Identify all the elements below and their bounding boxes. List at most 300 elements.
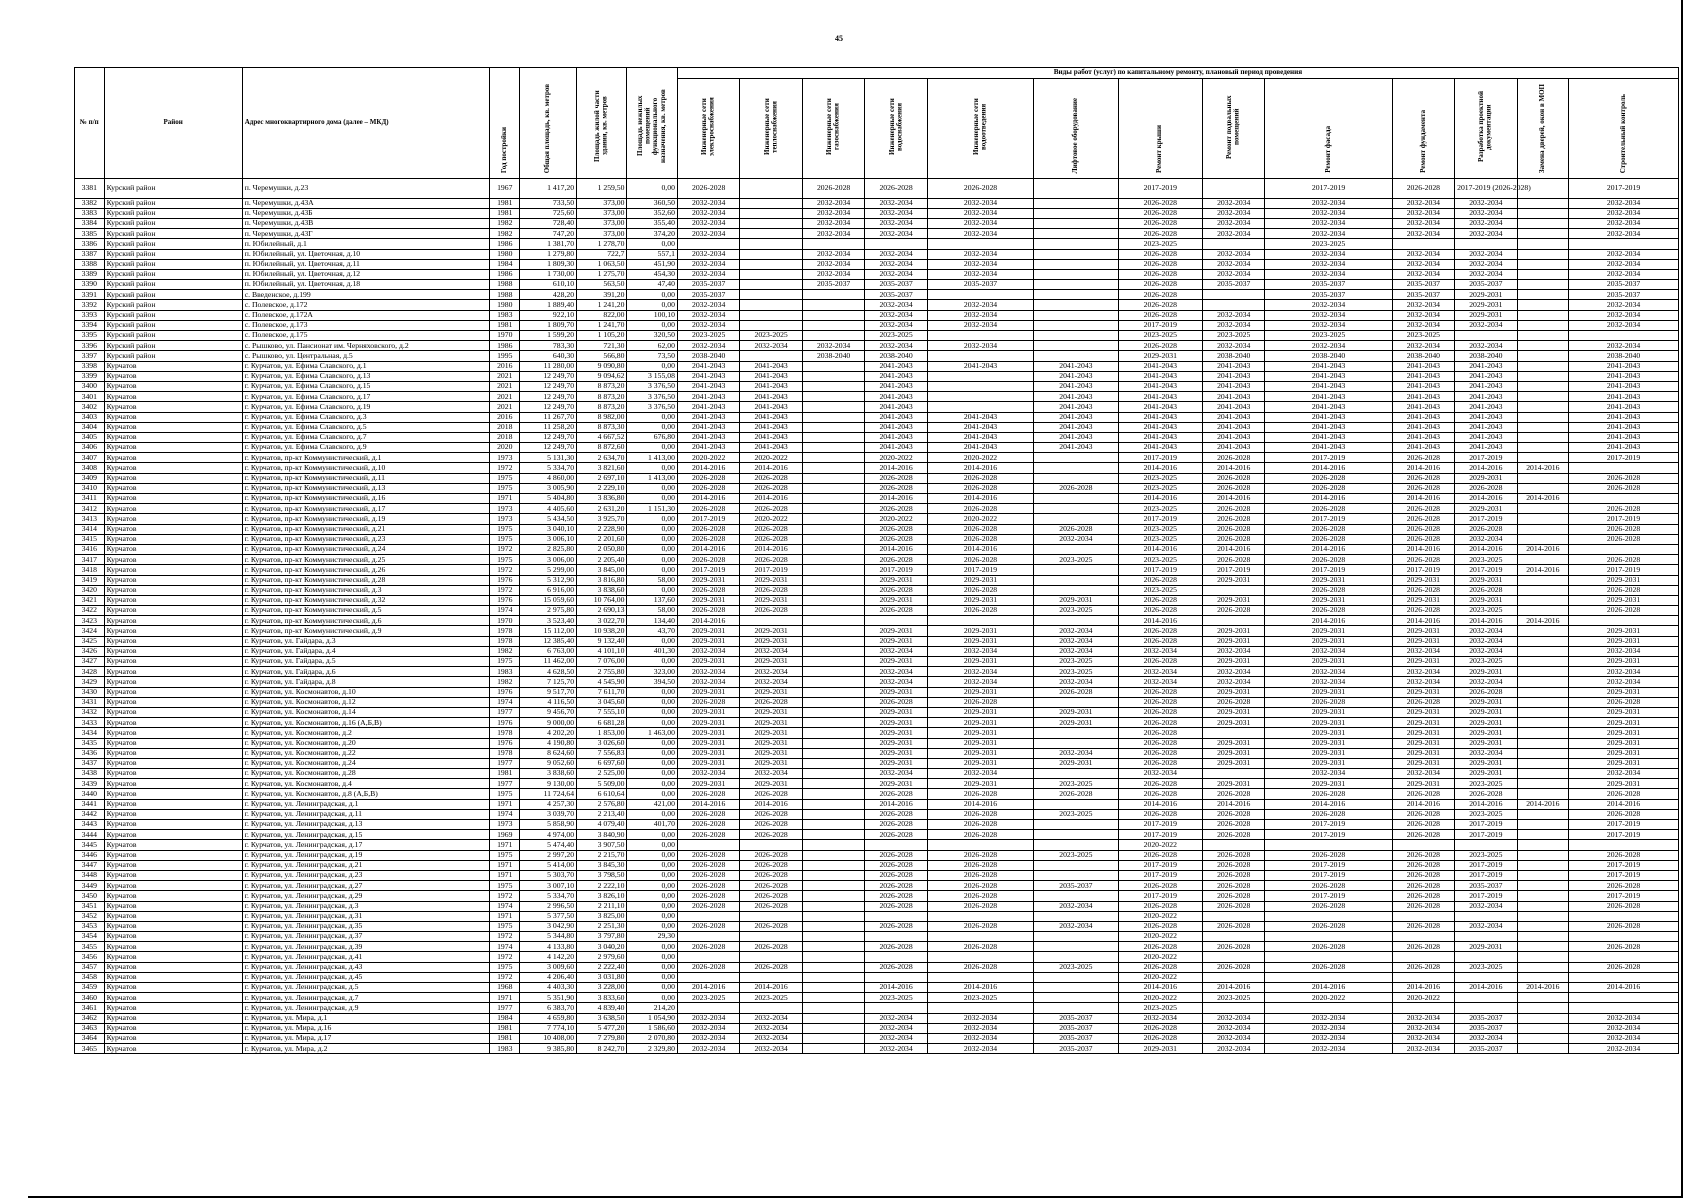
table-cell bbox=[1517, 585, 1569, 595]
header-living-area: Площадь жилой части здания, кв. метров bbox=[577, 68, 627, 179]
table-cell: 2026-2028 bbox=[1455, 789, 1517, 799]
table-cell bbox=[1517, 820, 1569, 830]
table-cell: 2017-2019 bbox=[1569, 820, 1679, 830]
table-cell: Курчатов bbox=[104, 1013, 242, 1023]
table-cell: 2029-2031 bbox=[1569, 626, 1679, 636]
table-cell: Курчатов bbox=[104, 371, 242, 381]
table-cell bbox=[677, 932, 739, 942]
table-cell: 1973 bbox=[490, 514, 520, 524]
table-cell: 2029-2031 bbox=[1569, 707, 1679, 717]
table-cell: 2041-2043 bbox=[1392, 402, 1454, 412]
table-cell: 3442 bbox=[75, 809, 105, 819]
table-cell: 2041-2043 bbox=[1265, 371, 1392, 381]
table-cell: Курчатов bbox=[104, 769, 242, 779]
table-cell: 2029-2031 bbox=[865, 687, 927, 697]
table-cell bbox=[802, 412, 864, 422]
table-cell: 3436 bbox=[75, 748, 105, 758]
table-cell: 2026-2028 bbox=[1392, 962, 1454, 972]
table-cell: 2017-2019 bbox=[1265, 820, 1392, 830]
table-cell: 2026-2028 bbox=[740, 860, 802, 870]
table-cell: 2 215,70 bbox=[577, 850, 627, 860]
table-cell: 2 229,10 bbox=[577, 483, 627, 493]
table-cell: 2032-2034 bbox=[865, 269, 927, 279]
table-cell: 2029-2031 bbox=[1569, 657, 1679, 667]
table-cell: 2041-2043 bbox=[740, 402, 802, 412]
table-cell bbox=[1517, 952, 1569, 962]
table-cell: 7 611,70 bbox=[577, 687, 627, 697]
table-cell: 2021 bbox=[490, 392, 520, 402]
table-cell: 394,50 bbox=[627, 677, 677, 687]
table-cell: 2032-2034 bbox=[677, 341, 739, 351]
table-cell: 2026-2028 bbox=[865, 860, 927, 870]
table-cell: 1981 bbox=[490, 1023, 520, 1033]
table-cell bbox=[1517, 646, 1569, 656]
table-cell: 2041-2043 bbox=[1118, 371, 1202, 381]
table-cell: 5 509,00 bbox=[577, 779, 627, 789]
table-cell: 2026-2028 bbox=[1118, 962, 1202, 972]
table-cell: 3 022,70 bbox=[577, 616, 627, 626]
table-cell: 1975 bbox=[490, 881, 520, 891]
table-cell bbox=[1517, 789, 1569, 799]
table-cell: 2014-2016 bbox=[1265, 616, 1392, 626]
table-cell: 2041-2043 bbox=[1569, 371, 1679, 381]
table-cell bbox=[802, 371, 864, 381]
table-cell: 2026-2028 bbox=[1118, 595, 1202, 605]
table-cell bbox=[1517, 860, 1569, 870]
table-row bbox=[75, 881, 1679, 891]
table-cell bbox=[740, 952, 802, 962]
table-cell: 1980 bbox=[490, 249, 520, 259]
table-cell: 2032-2034 bbox=[1569, 769, 1679, 779]
table-cell: 2029-2031 bbox=[677, 728, 739, 738]
table-cell: 2018 bbox=[490, 432, 520, 442]
table-cell: 2038-2040 bbox=[1265, 351, 1392, 361]
table-cell: 2029-2031 bbox=[927, 657, 1033, 667]
table-cell: п. Юбилейный, ул. Цветочная, д.11 bbox=[242, 259, 490, 269]
table-cell bbox=[802, 1013, 864, 1023]
table-cell: 2032-2034 bbox=[1392, 646, 1454, 656]
table-cell: 2 576,80 bbox=[577, 799, 627, 809]
table-cell: 1975 bbox=[490, 524, 520, 534]
table-cell: 5 351,90 bbox=[520, 993, 577, 1003]
table-cell: 428,20 bbox=[520, 290, 577, 300]
table-cell: 1977 bbox=[490, 707, 520, 717]
table-cell: 2041-2043 bbox=[740, 412, 802, 422]
table-cell: 47,40 bbox=[627, 280, 677, 290]
table-cell bbox=[802, 901, 864, 911]
table-cell: 2032-2034 bbox=[927, 300, 1033, 310]
table-cell bbox=[1517, 239, 1569, 249]
table-cell bbox=[865, 952, 927, 962]
table-cell: 2014-2016 bbox=[1392, 463, 1454, 473]
table-cell: 2026-2028 bbox=[1202, 860, 1264, 870]
table-cell bbox=[1202, 952, 1264, 962]
table-cell: 2032-2034 bbox=[865, 341, 927, 351]
table-cell: 2026-2028 bbox=[927, 962, 1033, 972]
table-row bbox=[75, 911, 1679, 921]
table-cell: 2032-2034 bbox=[1455, 269, 1517, 279]
table-cell bbox=[927, 331, 1033, 341]
table-cell: 3 005,90 bbox=[520, 483, 577, 493]
table-cell: 2026-2028 bbox=[740, 962, 802, 972]
table-cell: 2032-2034 bbox=[1265, 249, 1392, 259]
table-cell: 2041-2043 bbox=[1202, 443, 1264, 453]
table-cell: 2017-2019 bbox=[1118, 860, 1202, 870]
table-cell: Курчатов bbox=[104, 983, 242, 993]
table-cell: 2041-2043 bbox=[1034, 402, 1118, 412]
table-cell: 2026-2028 bbox=[1265, 606, 1392, 616]
table-row bbox=[75, 657, 1679, 667]
table-cell: 2029-2031 bbox=[1202, 626, 1264, 636]
table-cell: 9 517,70 bbox=[520, 687, 577, 697]
table-cell: 2029-2031 bbox=[865, 707, 927, 717]
table-cell: 2032-2034 bbox=[1455, 208, 1517, 218]
table-cell: Курчатов bbox=[104, 820, 242, 830]
table-cell bbox=[1034, 728, 1118, 738]
table-cell: с. Полевское, д.173 bbox=[242, 320, 490, 330]
table-cell: 2014-2016 bbox=[1392, 983, 1454, 993]
table-cell: 2029-2031 bbox=[677, 758, 739, 768]
table-cell: 3397 bbox=[75, 351, 105, 361]
table-cell: 2026-2028 bbox=[865, 555, 927, 565]
table-cell bbox=[802, 239, 864, 249]
table-cell: 2035-2037 bbox=[1455, 1044, 1517, 1054]
table-cell: 2026-2028 bbox=[1265, 555, 1392, 565]
table-cell bbox=[1265, 911, 1392, 921]
table-cell: 2017-2019 bbox=[740, 565, 802, 575]
table-cell: 2035-2037 bbox=[1034, 1033, 1118, 1043]
table-cell bbox=[802, 677, 864, 687]
table-cell bbox=[802, 850, 864, 860]
table-cell: 3438 bbox=[75, 769, 105, 779]
table-cell: 6 383,70 bbox=[520, 1003, 577, 1013]
table-cell: 1 417,20 bbox=[520, 178, 577, 198]
table-cell: Курский район bbox=[104, 178, 242, 198]
table-cell: г. Курчатов, ул. Ленинградская, д.7 bbox=[242, 993, 490, 1003]
table-cell: 2029-2031 bbox=[1569, 728, 1679, 738]
table-cell: 2026-2028 bbox=[1118, 290, 1202, 300]
table-cell: 2026-2028 bbox=[1202, 870, 1264, 880]
table-cell: 3456 bbox=[75, 952, 105, 962]
table-cell: 2026-2028 bbox=[865, 483, 927, 493]
table-cell: 2041-2043 bbox=[865, 402, 927, 412]
header-address: Адрес многоквартирного дома (далее – МКД) bbox=[242, 68, 490, 179]
table-row bbox=[75, 575, 1679, 585]
table-cell: г. Курчатов, ул. Космонавтов, д.24 bbox=[242, 758, 490, 768]
table-cell bbox=[802, 962, 864, 972]
header-district: Район bbox=[104, 68, 242, 179]
table-cell bbox=[740, 972, 802, 982]
table-row bbox=[75, 942, 1679, 952]
table-cell: 2029-2031 bbox=[927, 738, 1033, 748]
table-cell bbox=[1392, 932, 1454, 942]
table-cell: г. Курчатов, пр-кт Коммунистический, д.5 bbox=[242, 606, 490, 616]
table-cell: Курчатов bbox=[104, 361, 242, 371]
table-cell: 2029-2031 bbox=[1202, 657, 1264, 667]
table-cell: 2029-2031 bbox=[740, 687, 802, 697]
table-cell: 728,40 bbox=[520, 218, 577, 228]
table-cell: 1982 bbox=[490, 218, 520, 228]
table-cell bbox=[802, 758, 864, 768]
table-cell bbox=[802, 748, 864, 758]
table-cell: 2014-2016 bbox=[1455, 544, 1517, 554]
table-cell bbox=[802, 504, 864, 514]
table-cell: 1981 bbox=[490, 769, 520, 779]
table-cell: 2026-2028 bbox=[1118, 728, 1202, 738]
table-cell: 2038-2040 bbox=[865, 351, 927, 361]
table-cell: 2029-2031 bbox=[677, 575, 739, 585]
table-cell: 2023-2025 bbox=[740, 331, 802, 341]
table-cell: 2032-2034 bbox=[740, 677, 802, 687]
table-cell bbox=[1517, 524, 1569, 534]
table-cell: 2017-2019 bbox=[1118, 514, 1202, 524]
table-cell: Курчатов bbox=[104, 585, 242, 595]
table-cell: 2032-2034 bbox=[1265, 198, 1392, 208]
table-cell: 566,80 bbox=[577, 351, 627, 361]
table-cell: 2035-2037 bbox=[1202, 280, 1264, 290]
table-cell: 2026-2028 bbox=[1118, 758, 1202, 768]
table-cell: 2032-2034 bbox=[677, 769, 739, 779]
table-cell: 2 211,10 bbox=[577, 901, 627, 911]
table-cell: 1 063,50 bbox=[577, 259, 627, 269]
table-cell bbox=[1517, 697, 1569, 707]
table-cell: 2041-2043 bbox=[1118, 381, 1202, 391]
table-cell: 2032-2034 bbox=[1118, 667, 1202, 677]
table-cell: 2026-2028 bbox=[1118, 1023, 1202, 1033]
table-cell: Курчатов bbox=[104, 952, 242, 962]
table-cell bbox=[1517, 361, 1569, 371]
table-cell bbox=[1517, 779, 1569, 789]
table-cell: 2026-2028 bbox=[865, 789, 927, 799]
table-cell: 15 112,00 bbox=[520, 626, 577, 636]
table-cell: с. Введенское, д.199 bbox=[242, 290, 490, 300]
table-cell: 7 279,80 bbox=[577, 1033, 627, 1043]
table-cell: Курчатов bbox=[104, 687, 242, 697]
table-cell: 2041-2043 bbox=[1569, 412, 1679, 422]
table-cell: 2014-2016 bbox=[1202, 494, 1264, 504]
table-cell: 11 462,00 bbox=[520, 657, 577, 667]
table-cell: 2026-2028 bbox=[1265, 585, 1392, 595]
table-cell: 2017-2019 bbox=[1118, 320, 1202, 330]
table-cell: 3433 bbox=[75, 718, 105, 728]
header-work-basement: Ремонт подвальных помещений bbox=[1202, 79, 1264, 179]
table-cell: 3 523,40 bbox=[520, 616, 577, 626]
table-cell: 2032-2034 bbox=[677, 269, 739, 279]
table-cell: 3 031,80 bbox=[577, 972, 627, 982]
table-cell: 12 385,40 bbox=[520, 636, 577, 646]
table-cell: 2032-2034 bbox=[1455, 636, 1517, 646]
table-cell: п. Юбилейный, д.1 bbox=[242, 239, 490, 249]
table-row bbox=[75, 280, 1679, 290]
table-cell: г. Курчатов, ул. Ленинградская, д.11 bbox=[242, 809, 490, 819]
table-cell: 1976 bbox=[490, 718, 520, 728]
table-cell: 2023-2025 bbox=[1202, 993, 1264, 1003]
table-cell: 2017-2019 bbox=[1569, 870, 1679, 880]
table-cell: 2032-2034 bbox=[927, 769, 1033, 779]
table-cell bbox=[1202, 840, 1264, 850]
table-cell: 2032-2034 bbox=[740, 1023, 802, 1033]
table-cell: 373,00 bbox=[577, 229, 627, 239]
table-cell: Курчатов bbox=[104, 483, 242, 493]
table-cell: 2035-2037 bbox=[1569, 290, 1679, 300]
table-cell: 2041-2043 bbox=[865, 381, 927, 391]
table-cell: 3 009,60 bbox=[520, 962, 577, 972]
table-cell: 2032-2034 bbox=[927, 1013, 1033, 1023]
table-cell: 2032-2034 bbox=[1569, 218, 1679, 228]
table-cell: 2032-2034 bbox=[927, 269, 1033, 279]
table-cell: Курчатов bbox=[104, 443, 242, 453]
table-cell: 2014-2016 bbox=[1517, 463, 1569, 473]
table-cell: 2017-2019 bbox=[1455, 514, 1517, 524]
table-cell bbox=[1034, 218, 1118, 228]
table-cell: 1977 bbox=[490, 1003, 520, 1013]
table-cell bbox=[802, 738, 864, 748]
table-cell: 2032-2034 bbox=[865, 1023, 927, 1033]
table-cell: 2032-2034 bbox=[1202, 667, 1264, 677]
table-cell: 2026-2028 bbox=[802, 178, 864, 198]
table-cell bbox=[1517, 728, 1569, 738]
table-cell: 3 836,80 bbox=[577, 494, 627, 504]
table-cell: 0,00 bbox=[627, 809, 677, 819]
table-row bbox=[75, 259, 1679, 269]
table-cell: 2029-2031 bbox=[1265, 758, 1392, 768]
table-cell: 5 299,00 bbox=[520, 565, 577, 575]
table-cell: Курский район bbox=[104, 218, 242, 228]
table-cell: 2041-2043 bbox=[1202, 432, 1264, 442]
table-cell: 2038-2040 bbox=[1202, 351, 1264, 361]
table-cell: 2041-2043 bbox=[677, 402, 739, 412]
table-cell bbox=[802, 657, 864, 667]
table-cell bbox=[865, 932, 927, 942]
table-cell bbox=[740, 218, 802, 228]
table-cell: 2032-2034 bbox=[1392, 310, 1454, 320]
table-cell: г. Курчатов, ул. Ефима Славского, д.5 bbox=[242, 422, 490, 432]
table-cell: Курчатов bbox=[104, 942, 242, 952]
table-cell: 2029-2031 bbox=[740, 636, 802, 646]
table-cell: 2026-2028 bbox=[1118, 901, 1202, 911]
table-cell: г. Курчатов, пр-кт Коммунистический, д.9 bbox=[242, 626, 490, 636]
table-cell: 2020-2022 bbox=[740, 453, 802, 463]
table-row bbox=[75, 381, 1679, 391]
table-cell: 1 413,00 bbox=[627, 453, 677, 463]
table-cell: 0,00 bbox=[627, 657, 677, 667]
table-cell: 2029-2031 bbox=[865, 728, 927, 738]
table-row bbox=[75, 473, 1679, 483]
table-cell: 3395 bbox=[75, 331, 105, 341]
table-cell: Курский район bbox=[104, 208, 242, 218]
table-cell: Курский район bbox=[104, 259, 242, 269]
table-cell: 2029-2031 bbox=[1202, 575, 1264, 585]
table-cell bbox=[802, 453, 864, 463]
table-cell: 8 873,20 bbox=[577, 381, 627, 391]
table-cell bbox=[802, 891, 864, 901]
table-cell: 2041-2043 bbox=[927, 422, 1033, 432]
table-cell: 2014-2016 bbox=[1118, 463, 1202, 473]
table-cell: г. Курчатов, пр-кт Коммунистический, д.19 bbox=[242, 514, 490, 524]
table-cell: 2026-2028 bbox=[1202, 483, 1264, 493]
table-cell: 3 797,80 bbox=[577, 932, 627, 942]
table-cell: 2032-2034 bbox=[1034, 901, 1118, 911]
table-cell: 2026-2028 bbox=[865, 891, 927, 901]
table-cell: 3431 bbox=[75, 697, 105, 707]
table-cell: г. Курчатов, ул. Ленинградская, д.23 bbox=[242, 870, 490, 880]
table-cell bbox=[1517, 198, 1569, 208]
table-cell: г. Курчатов, ул. Ленинградская, д.5 bbox=[242, 983, 490, 993]
table-cell bbox=[927, 972, 1033, 982]
table-cell: 3410 bbox=[75, 483, 105, 493]
table-cell: 1975 bbox=[490, 850, 520, 860]
table-cell bbox=[1034, 911, 1118, 921]
table-cell: 12 249,70 bbox=[520, 432, 577, 442]
table-cell: 2014-2016 bbox=[865, 799, 927, 809]
table-cell: Курчатов bbox=[104, 1044, 242, 1054]
table-cell: 2041-2043 bbox=[1265, 402, 1392, 412]
table-cell: 2020-2022 bbox=[865, 453, 927, 463]
table-cell: 2041-2043 bbox=[1265, 412, 1392, 422]
table-cell bbox=[1034, 229, 1118, 239]
table-cell: 3 228,00 bbox=[577, 983, 627, 993]
table-cell: 2032-2034 bbox=[1455, 218, 1517, 228]
table-cell: 2020-2022 bbox=[1118, 972, 1202, 982]
table-cell: 2032-2034 bbox=[927, 208, 1033, 218]
table-cell: 2035-2037 bbox=[927, 280, 1033, 290]
table-cell: 2029-2031 bbox=[1265, 748, 1392, 758]
table-cell: Курчатов bbox=[104, 494, 242, 504]
table-cell bbox=[1569, 331, 1679, 341]
table-cell: 4 101,10 bbox=[577, 646, 627, 656]
table-cell: 2023-2025 bbox=[1034, 606, 1118, 616]
table-cell: 2014-2016 bbox=[740, 544, 802, 554]
table-cell: 0,00 bbox=[627, 443, 677, 453]
table-cell: г. Курчатов, ул. Ефима Славского, д.1 bbox=[242, 361, 490, 371]
table-cell: 1971 bbox=[490, 870, 520, 880]
table-cell: 2032-2034 bbox=[740, 646, 802, 656]
table-row bbox=[75, 789, 1679, 799]
table-cell: 2026-2028 bbox=[1569, 962, 1679, 972]
table-cell: 2014-2016 bbox=[927, 544, 1033, 554]
table-cell: с. Полевское, д.172 bbox=[242, 300, 490, 310]
table-cell: 2029-2031 bbox=[740, 728, 802, 738]
table-cell: 2029-2031 bbox=[1455, 769, 1517, 779]
table-cell: 2017-2019 bbox=[1455, 820, 1517, 830]
table-cell: 134,40 bbox=[627, 616, 677, 626]
table-cell: 2 975,80 bbox=[520, 606, 577, 616]
table-cell bbox=[1034, 300, 1118, 310]
table-cell: 1978 bbox=[490, 728, 520, 738]
table-cell: г. Курчатов, пр-кт Коммунистический, д.32 bbox=[242, 595, 490, 605]
table-row bbox=[75, 239, 1679, 249]
table-cell: 3398 bbox=[75, 361, 105, 371]
table-cell: 1969 bbox=[490, 830, 520, 840]
table-cell: 2032-2034 bbox=[865, 1013, 927, 1023]
table-cell: 2029-2031 bbox=[1455, 758, 1517, 768]
table-cell: 2026-2028 bbox=[1392, 585, 1454, 595]
table-cell: 2032-2034 bbox=[1202, 1044, 1264, 1054]
table-cell: 2026-2028 bbox=[1392, 483, 1454, 493]
table-cell: 2017-2019 bbox=[1569, 565, 1679, 575]
table-row bbox=[75, 779, 1679, 789]
table-cell: 2026-2028 bbox=[740, 606, 802, 616]
table-cell: 2026-2028 bbox=[1118, 259, 1202, 269]
table-cell: с. Рышково, ул. Пансионат им. Черняховского, д.2 bbox=[242, 341, 490, 351]
table-cell: 1 241,20 bbox=[577, 300, 627, 310]
table-cell: 5 474,40 bbox=[520, 840, 577, 850]
table-cell: 2041-2043 bbox=[1392, 371, 1454, 381]
table-cell: Курчатов bbox=[104, 453, 242, 463]
table-cell: 8 873,20 bbox=[577, 392, 627, 402]
table-cell: 3402 bbox=[75, 402, 105, 412]
table-cell: 2041-2043 bbox=[1569, 392, 1679, 402]
